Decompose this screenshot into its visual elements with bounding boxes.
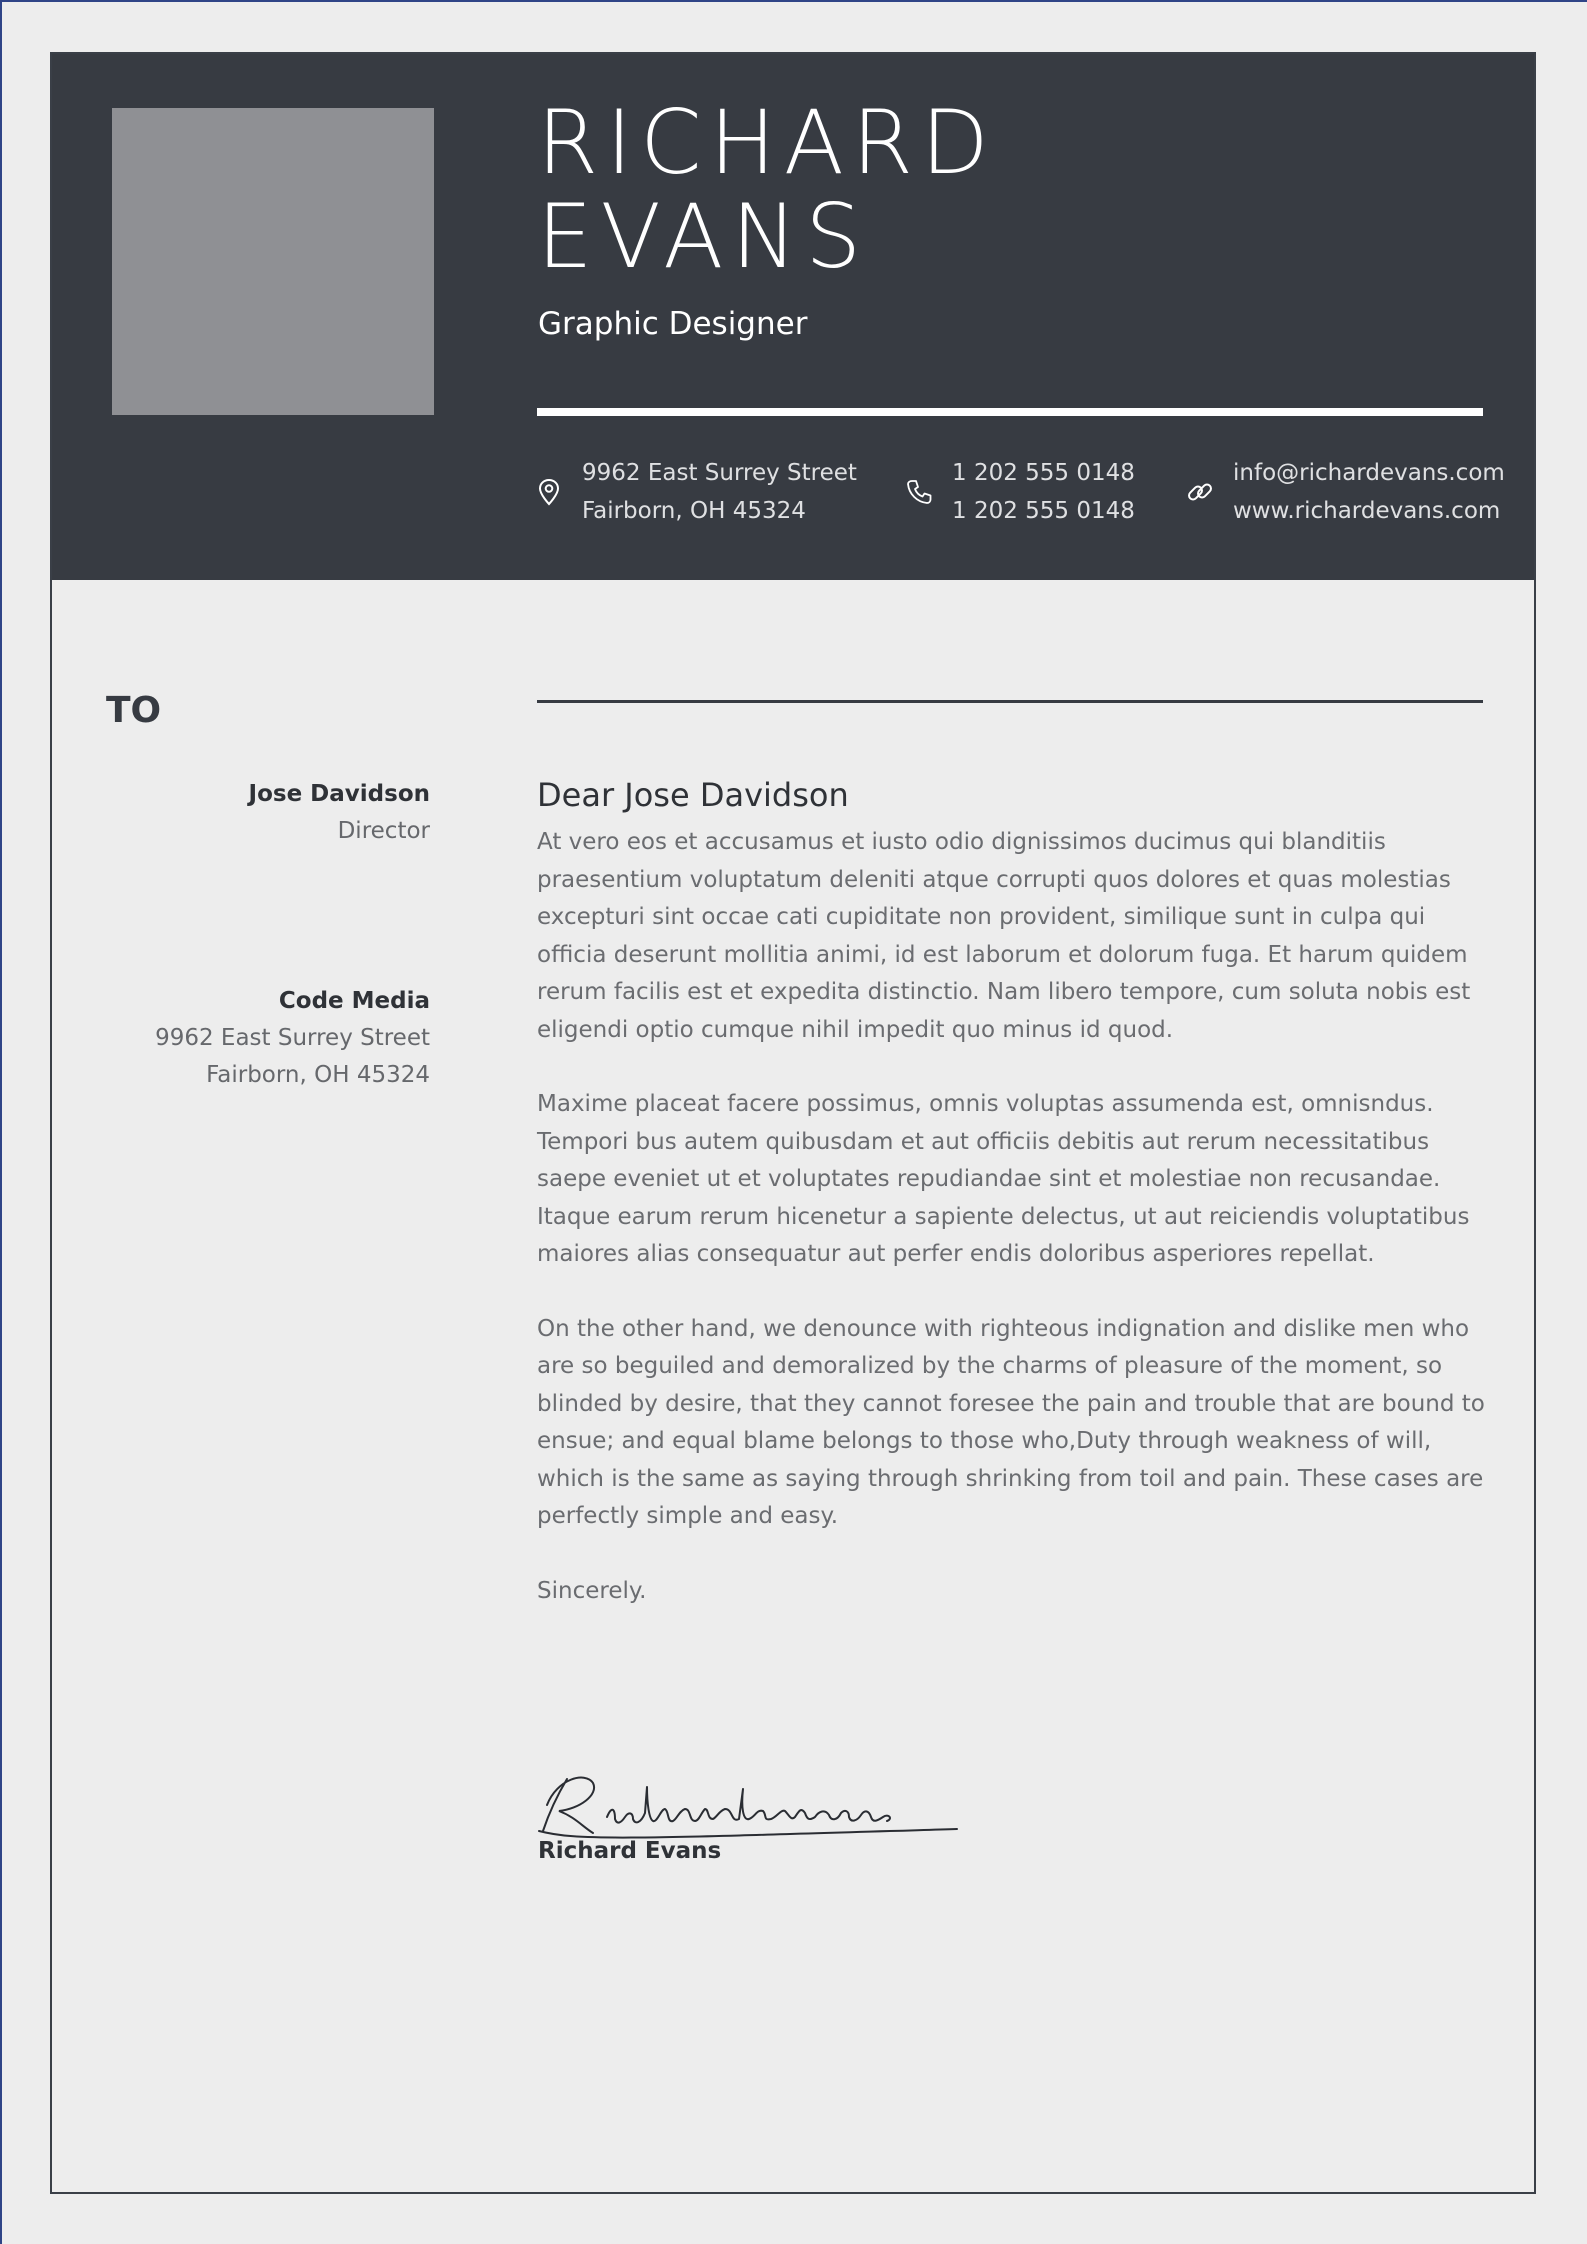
salutation: Dear Jose Davidson (537, 776, 849, 814)
location-pin-icon (534, 477, 564, 507)
recipient-name: Jose Davidson (248, 781, 430, 807)
paragraph-3: On the other hand, we denounce with righteous indignation and dislike men who are so beguiled and demoralized by the charms of pleasure of the moment, so blinded by desire, that they cannot foresee the pain and trouble that are bound to ensue; and equal blame belongs to those who,Duty through weakness of will, which is the same as saying through shrinking from toil and pain. These cases are perfectly simple and easy. (537, 1315, 1485, 1529)
signer-name: Richard Evans (538, 1838, 722, 1864)
handwritten-signature (537, 1759, 977, 1849)
email-link[interactable]: info@richardevans.com (1233, 460, 1505, 486)
letter-body (537, 776, 1485, 1610)
phone-line-1[interactable]: 1 202 555 0148 (952, 460, 1135, 486)
paragraph-2: Maxime placeat facere possimus, omnis voluptas assumenda est, omnisndus. Tempori bus autem quibusdam et aut officiis debitis aut rerum necessitatibus saepe eveniet ut et voluptates repudiandae sint et molestiae non recusandae. Itaque earum rerum hicenetur a sapiente delectus, ut aut reiciendis voluptatibus maiores alias consequatur aut perfer endis doloribus asperiores repellat. (537, 1091, 1470, 1267)
applicant-name (537, 91, 997, 288)
address-line-2: Fairborn, OH 45324 (582, 498, 806, 524)
closing: Sincerely. (537, 1577, 647, 1604)
letter-sheet (50, 52, 1536, 2194)
header-divider (537, 408, 1483, 416)
recipient-title: Director (337, 818, 430, 844)
website-link[interactable]: www.richardevans.com (1233, 498, 1501, 524)
phone-icon (904, 477, 934, 507)
to-heading: TO (106, 690, 162, 731)
last-name: EVANS (537, 185, 870, 288)
paragraph-1: At vero eos et accusamus et iusto odio dignissimos ducimus qui blanditiis praesentium voluptatum deleniti atque corrupti quos dolores et quas molestias excepturi sint occae cati cupiditate non provident, similique sunt in culpa qui officia deserunt mollitia animi, id est laborum et dolorum fuga. Et harum quidem rerum facilis est et expedita distinctio. Nam libero tempore, cum soluta nobis est eligendi optio cumque nihil impedit quo minus id quod. (537, 829, 1471, 1043)
first-name: RICHARD (537, 91, 997, 194)
body-divider (537, 700, 1483, 703)
job-title: Graphic Designer (538, 306, 808, 342)
company-name: Code Media (278, 988, 430, 1014)
recipient-person (249, 776, 430, 850)
company-address-line-1: 9962 East Surrey Street (155, 1025, 430, 1051)
header-banner (52, 54, 1534, 580)
address-line-1: 9962 East Surrey Street (582, 460, 857, 486)
company-address-line-2: Fairborn, OH 45324 (206, 1062, 430, 1088)
phone-line-2[interactable]: 1 202 555 0148 (952, 498, 1135, 524)
link-icon (1185, 477, 1215, 507)
recipient-company (155, 983, 430, 1094)
profile-photo-placeholder (112, 108, 434, 415)
